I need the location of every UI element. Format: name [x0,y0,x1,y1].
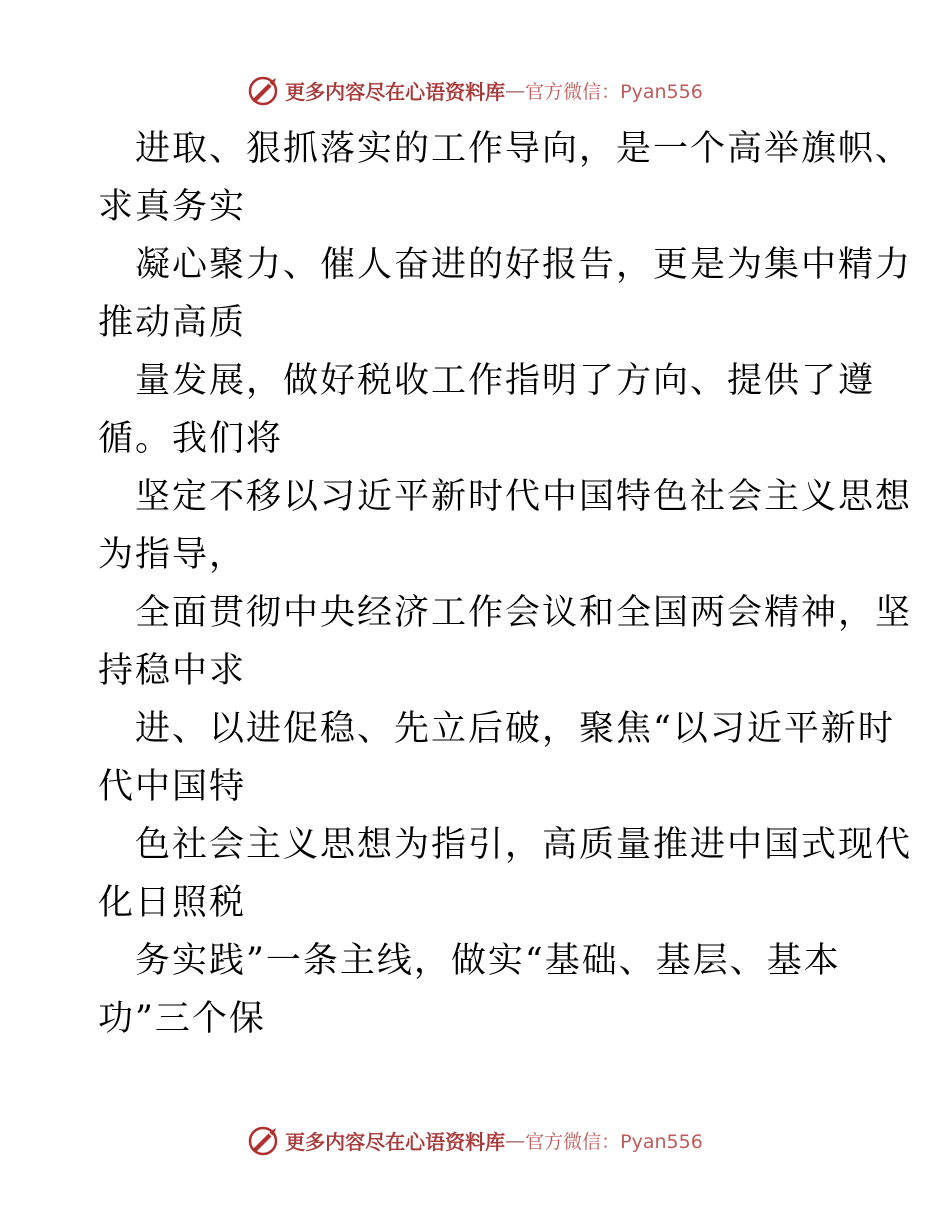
header-site-text: 更多内容尽在心语资料库 [285,79,506,104]
body-line: 量发展，做好税收工作指明了方向、提供了遵 [135,361,876,401]
footer-dash: — [505,1128,526,1152]
body-line: 进、以进促稳、先立后破，聚焦“以习近平新时 [135,709,895,749]
body-line: 求真务实 [98,187,247,227]
body-line: 色社会主义思想为指引，高质量推进中国式现代 [135,825,913,865]
body-line: 推动高质 [98,303,247,343]
header-watermark [0,70,950,110]
body-line: 坚定不移以习近平新时代中国特色社会主义思想 [135,477,913,517]
body-line: 全面贯彻中央经济工作会议和全国两会精神，坚 [135,593,913,633]
body-line: 为指导， [98,535,247,575]
body-line: 循。我们将 [98,419,284,459]
body-line: 持稳中求 [98,651,247,691]
header-wechat-text: 官方微信：Pyan556 [525,80,703,103]
footer-wechat-text: 官方微信：Pyan556 [525,1130,703,1153]
pen-logo-icon [247,73,281,107]
body-line: 功”三个保 [98,999,266,1039]
pen-logo-icon [247,1123,281,1157]
body-line: 务实践”一条主线，做实“基础、基层、基本 [135,941,841,981]
body-line: 进取、狠抓落实的工作导向，是一个高举旗帜、 [135,129,913,169]
body-line: 凝心聚力、催人奋进的好报告，更是为集中精力 [135,245,913,285]
footer-watermark [0,1120,950,1160]
body-line: 化日照税 [98,883,247,923]
body-line: 代中国特 [98,767,247,807]
document-body [98,120,913,1048]
header-dash: — [505,78,526,102]
footer-site-text: 更多内容尽在心语资料库 [285,1129,506,1154]
